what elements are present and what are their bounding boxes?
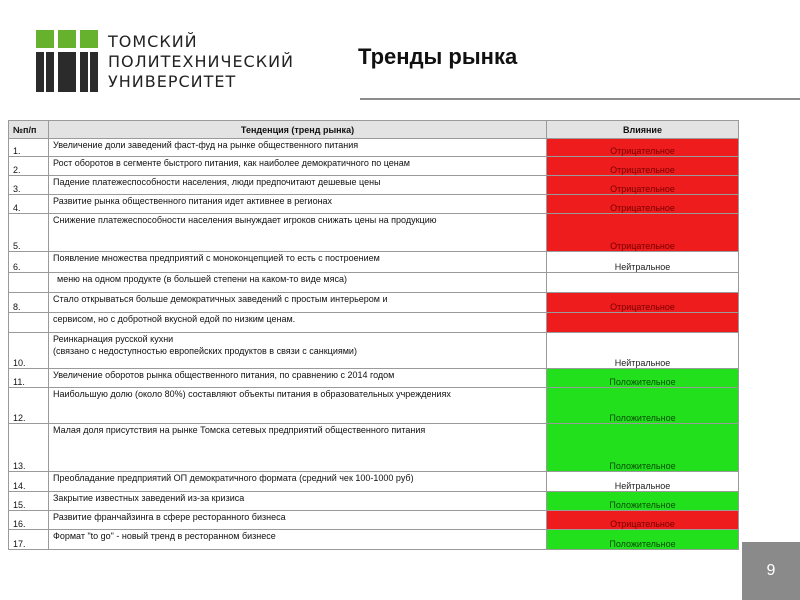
table-row: [9, 293, 739, 313]
row-number: 2.: [9, 157, 49, 176]
row-trend: сервисом, но с добротной вкусной едой по низким ценам.: [49, 313, 547, 333]
table-row: [9, 472, 739, 492]
row-impact: Отрицательное: [547, 293, 739, 313]
row-trend: Увеличение доли заведений фаст-фуд на рынке общественного питания: [49, 139, 547, 157]
row-trend: Закрытие известных заведений из-за кризиса: [49, 492, 547, 511]
table-row: [9, 530, 739, 550]
table-body: [9, 139, 739, 550]
row-trend: Увеличение оборотов рынка общественного питания, по сравнению с 2014 годом: [49, 369, 547, 388]
table-row: [9, 424, 739, 472]
row-impact: Отрицательное: [547, 139, 739, 157]
row-number: 6.: [9, 252, 49, 273]
header-trend: Тенденция (тренд рынка): [49, 121, 547, 139]
logo-mark-icon: [36, 30, 98, 92]
row-number: 8.: [9, 293, 49, 313]
row-impact: Отрицательное: [547, 511, 739, 530]
row-number: 3.: [9, 176, 49, 195]
table-row: [9, 273, 739, 293]
table-row: [9, 388, 739, 424]
row-number: 16.: [9, 511, 49, 530]
row-number: 14.: [9, 472, 49, 492]
row-trend: Малая доля присутствия на рынке Томска сетевых предприятий общественного питания: [49, 424, 547, 472]
row-impact: Нейтральное: [547, 252, 739, 273]
row-number: 4.: [9, 195, 49, 214]
table-row: [9, 195, 739, 214]
row-impact: [547, 273, 739, 293]
row-trend: Стало открываться больше демократичных заведений с простым интерьером и: [49, 293, 547, 313]
row-trend: Снижение платежеспособности населения вынуждает игроков снижать цены на продукцию: [49, 214, 547, 252]
row-impact: Нейтральное: [547, 472, 739, 492]
row-trend: Преобладание предприятий ОП демократичного формата (средний чек 100-1000 руб): [49, 472, 547, 492]
row-trend: Реинкарнация русской кухни (связано с недоступностью европейских продуктов в связи с санкциями): [49, 333, 547, 369]
row-impact: Отрицательное: [547, 157, 739, 176]
row-impact: Отрицательное: [547, 176, 739, 195]
row-trend: Рост оборотов в сегменте быстрого питания, как наиболее демократичного по ценам: [49, 157, 547, 176]
row-trend: Развитие рынка общественного питания идет активнее в регионах: [49, 195, 547, 214]
table-row: [9, 333, 739, 369]
row-number: 11.: [9, 369, 49, 388]
row-number: 13.: [9, 424, 49, 472]
row-trend: Наибольшую долю (около 80%) составляют объекты питания в образовательных учреждениях: [49, 388, 547, 424]
university-logo: [36, 30, 294, 92]
row-impact: [547, 313, 739, 333]
row-trend: Появление множества предприятий с моноконцепцией то есть с построением: [49, 252, 547, 273]
logo-line-1: ТОМСКИЙ: [108, 32, 198, 51]
header-impact: Влияние: [547, 121, 739, 139]
table-row: [9, 511, 739, 530]
row-trend: Формат "to go" - новый тренд в ресторанном бизнесе: [49, 530, 547, 550]
row-impact: Положительное: [547, 530, 739, 550]
row-impact: Положительное: [547, 492, 739, 511]
table-row: [9, 139, 739, 157]
logo-text: [108, 32, 294, 92]
row-trend: Развитие франчайзинга в сфере ресторанного бизнеса: [49, 511, 547, 530]
table-row: [9, 176, 739, 195]
row-impact: Положительное: [547, 388, 739, 424]
table-row: [9, 313, 739, 333]
logo-line-2: ПОЛИТЕХНИЧЕСКИЙ: [108, 52, 295, 71]
row-impact: Положительное: [547, 369, 739, 388]
row-number: 12.: [9, 388, 49, 424]
page-number: 9: [742, 542, 800, 600]
table-row: [9, 157, 739, 176]
table-header-row: [9, 121, 739, 139]
row-number: 10.: [9, 333, 49, 369]
table-row: [9, 214, 739, 252]
row-impact: Отрицательное: [547, 195, 739, 214]
table-row: [9, 369, 739, 388]
page-title: Тренды рынка: [358, 44, 518, 69]
row-number: 1.: [9, 139, 49, 157]
row-number: [9, 273, 49, 293]
row-number: 5.: [9, 214, 49, 252]
table-row: [9, 252, 739, 273]
row-number: 17.: [9, 530, 49, 550]
row-number: 15.: [9, 492, 49, 511]
row-impact: Отрицательное: [547, 214, 739, 252]
title-divider: [360, 98, 800, 100]
row-number: [9, 313, 49, 333]
header-num: №п/п: [9, 121, 49, 139]
row-trend: меню на одном продукте (в большей степени на каком-то виде мяса): [49, 273, 547, 293]
row-impact: Положительное: [547, 424, 739, 472]
table-row: [9, 492, 739, 511]
trends-table: [8, 120, 739, 550]
row-impact: Нейтральное: [547, 333, 739, 369]
logo-line-3: УНИВЕРСИТЕТ: [108, 72, 237, 91]
row-trend: Падение платежеспособности населения, люди предпочитают дешевые цены: [49, 176, 547, 195]
